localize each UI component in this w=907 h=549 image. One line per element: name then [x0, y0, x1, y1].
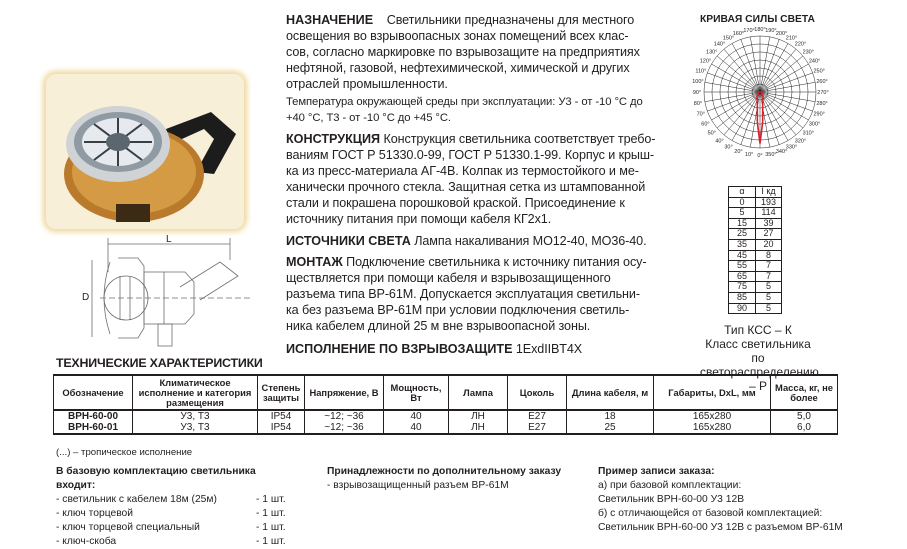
polar-angle-label: 140°	[713, 41, 726, 48]
basic-kit-item	[56, 493, 296, 507]
order-example	[598, 465, 898, 535]
accessories-item: - взрывозащищенный разъем ВР-61М	[327, 480, 509, 491]
mounting-line: Подключение светильника к источнику питания осу-	[346, 255, 647, 269]
polar-angle-label: 150°	[722, 35, 735, 42]
tech-row	[54, 410, 838, 422]
order-line: б) с отличающейся от базовой комплектацией:	[598, 508, 823, 519]
polar-angle-label: 70°	[696, 111, 705, 118]
intensity-value: 5	[756, 292, 782, 303]
tech-cell: ВРН-60-01	[54, 422, 133, 434]
polar-title: КРИВАЯ СИЛЫ СВЕТА	[700, 14, 815, 25]
angle-value: 0	[729, 197, 756, 208]
purpose-head: НАЗНАЧЕНИЕ	[286, 13, 374, 27]
basic-kit-head: В базовую комплектацию светильника входит:	[56, 466, 256, 491]
construction-head: КОНСТРУКЦИЯ	[286, 132, 381, 146]
intensity-row	[729, 218, 782, 229]
intensity-row	[729, 229, 782, 240]
basic-kit-item-qty: - 1 шт.	[256, 536, 286, 547]
polar-angle-label: 130°	[706, 49, 718, 56]
angle-value: 5	[729, 208, 756, 219]
tech-header: Длина кабеля, м	[567, 375, 654, 410]
explosion-block	[286, 341, 666, 357]
intensity-row	[729, 282, 782, 293]
tech-header: Обозначение	[54, 375, 133, 410]
angle-value: 25	[729, 229, 756, 240]
angle-value: 75	[729, 282, 756, 293]
kss-line: Тип КСС – К	[724, 323, 792, 337]
polar-angle-label: 90°	[692, 90, 702, 96]
angle-value: 35	[729, 239, 756, 250]
intensity-value: 27	[756, 229, 782, 240]
basic-kit-item-name: - ключ торцевой специальный	[56, 522, 200, 533]
basic-kit-item-qty: - 1 шт.	[256, 508, 286, 519]
basic-kit-item	[56, 535, 296, 549]
tech-cell: 6,0	[771, 422, 838, 434]
purpose-line: нефтяной, газовой, нефтехимической, химической и других	[286, 61, 630, 75]
intensity-table-header: I кд	[756, 187, 782, 198]
polar-angle-label: 20°	[734, 149, 743, 156]
angle-value: 90	[729, 303, 756, 314]
basic-kit-item-name: - ключ-скоба	[56, 536, 117, 547]
tech-cell: IP54	[258, 410, 305, 422]
polar-angle-label: 230°	[802, 49, 814, 56]
polar-angle-label: 40°	[715, 138, 724, 145]
polar-angle-label: 180°	[754, 27, 766, 33]
intensity-row	[729, 239, 782, 250]
intensity-row	[729, 303, 782, 314]
mounting-line: ка без разъема ВР-61М при условии подключения светиль-	[286, 303, 630, 317]
polar-angle-label: 0°	[757, 153, 763, 159]
tech-header: Лампа	[449, 375, 508, 410]
tech-header: Масса, кг, не более	[771, 375, 838, 410]
intensity-value: 20	[756, 239, 782, 250]
purpose-line: Светильники предназначены для местного	[386, 13, 635, 27]
temperature-line: Температура окружающей среды при эксплуатации: У3 - от -10 °С до	[286, 96, 643, 108]
tech-table	[53, 374, 838, 435]
tech-cell: 165x280	[654, 410, 771, 422]
mounting-head: МОНТАЖ	[286, 255, 343, 269]
tech-row	[54, 422, 838, 434]
basic-kit-item-name: - светильник с кабелем 18м (25м)	[56, 494, 217, 505]
construction-line: ханически прочного стекла. Защитная сетка из штампованной	[286, 180, 646, 194]
basic-kit-item-name: - ключ торцевой	[56, 508, 134, 519]
intensity-value: 7	[756, 271, 782, 282]
label-l: L	[166, 234, 172, 245]
mounting-line: разъема типа ВР-61М. Допускается эксплуатация светильни-	[286, 287, 640, 301]
explosion-head: ИСПОЛНЕНИЕ ПО ВЗРЫВОЗАЩИТЕ	[286, 342, 513, 356]
polar-angle-label: 170°	[743, 27, 755, 34]
tech-cell: IP54	[258, 422, 305, 434]
intensity-value: 8	[756, 250, 782, 261]
tech-cell: 165x280	[654, 422, 771, 434]
tech-cell: ЛН	[449, 410, 508, 422]
tech-cell: ЛН	[449, 422, 508, 434]
intensity-row	[729, 292, 782, 303]
angle-value: 85	[729, 292, 756, 303]
construction-line: стали и покрашена порошковой краской. Присоединение к	[286, 196, 625, 210]
construction-line: ваниям ГОСТ Р 51330.0-99, ГОСТ Р 51330.1-99. Корпус и крыш-	[286, 148, 654, 162]
order-line: Светильник ВРН-60-00 У3 12В с разъемом ВР-61М	[598, 522, 843, 533]
angle-value: 45	[729, 250, 756, 261]
purpose-block	[286, 12, 666, 92]
mounting-block	[286, 254, 666, 334]
polar-angle-label: 60°	[701, 121, 710, 128]
polar-angle-label: 330°	[785, 144, 798, 151]
tech-cell: 40	[384, 422, 449, 434]
tech-cell: 18	[567, 410, 654, 422]
intensity-value: 193	[756, 197, 782, 208]
basic-kit	[56, 465, 296, 549]
order-head: Пример записи заказа:	[598, 466, 715, 477]
polar-angle-label: 290°	[813, 111, 825, 118]
intensity-value: 39	[756, 218, 782, 229]
kss-line: Класс светильника по	[705, 337, 811, 365]
intensity-row	[729, 208, 782, 219]
polar-angle-label: 300°	[808, 121, 821, 128]
accessories	[327, 465, 577, 493]
tech-cell: 5,0	[771, 410, 838, 422]
tech-header: Мощность, Вт	[384, 375, 449, 410]
temperature-block	[286, 94, 666, 126]
explosion-text: 1ExdIIBT4X	[515, 342, 583, 356]
polar-angle-label: 200°	[775, 30, 788, 37]
order-line: Светильник ВРН-60-00 У3 12В	[598, 494, 745, 505]
polar-angle-label: 190°	[765, 27, 777, 34]
polar-angle-label: 260°	[816, 79, 828, 86]
mounting-line: ществляется при помощи кабеля и взрывозащищенного	[286, 271, 611, 285]
tech-cell: ВРН-60-00	[54, 410, 133, 422]
polar-angle-label: 210°	[785, 35, 798, 42]
basic-kit-item	[56, 507, 296, 521]
construction-line: источнику питания при помощи кабеля КГ2х1.	[286, 212, 552, 226]
light-sources-block	[286, 233, 666, 249]
basic-kit-item-qty: - 1 шт.	[256, 522, 286, 533]
polar-angle-label: 80°	[693, 100, 703, 107]
intensity-value: 114	[756, 208, 782, 219]
polar-angle-label: 310°	[802, 130, 814, 137]
intensity-value: 7	[756, 261, 782, 272]
polar-angle-label: 350°	[765, 152, 777, 159]
polar-angle-label: 250°	[813, 68, 825, 75]
label-d: D	[82, 292, 90, 303]
intensity-table	[728, 186, 782, 314]
polar-angle-label: 100°	[692, 79, 704, 86]
polar-angle-label: 280°	[816, 100, 828, 107]
purpose-line: сов, согласно маркировке по взрывозащите на предприятиях	[286, 45, 640, 59]
light-sources-head: ИСТОЧНИКИ СВЕТА	[286, 234, 411, 248]
tech-header: Климатическое исполнение и категория размещения	[133, 375, 258, 410]
intensity-row	[729, 197, 782, 208]
construction-line: Конструкция светильника соответствует требо-	[383, 132, 656, 146]
tech-header: Степень защиты	[258, 375, 305, 410]
polar-angle-label: 160°	[732, 30, 745, 37]
mounting-line: ника кабелем длиной 25 м вне взрывоопасной зоны.	[286, 319, 591, 333]
intensity-value: 5	[756, 303, 782, 314]
angle-value: 55	[729, 261, 756, 272]
polar-angle-label: 220°	[794, 41, 807, 48]
tech-header: Цоколь	[508, 375, 567, 410]
tech-title: ТЕХНИЧЕСКИЕ ХАРАКТЕРИСТИКИ	[56, 356, 263, 370]
construction-line: ка из пресс-материала АГ-4В. Колпак из термостойкого и ме-	[286, 164, 639, 178]
technical-drawing	[80, 232, 270, 352]
polar-angle-label: 10°	[744, 152, 754, 159]
tech-cell: У3, Т3	[133, 410, 258, 422]
intensity-row	[729, 250, 782, 261]
angle-value: 15	[729, 218, 756, 229]
polar-angle-label: 270°	[817, 90, 829, 96]
polar-angle-label: 50°	[707, 130, 716, 137]
intensity-value: 5	[756, 282, 782, 293]
polar-angle-label: 120°	[699, 58, 712, 65]
light-sources-text: Лампа накаливания МО12-40, МО36-40.	[414, 234, 647, 248]
purpose-line: отраслей промышленности.	[286, 77, 448, 91]
tech-cell: ~12; ~36	[305, 410, 384, 422]
tech-cell: Е27	[508, 410, 567, 422]
tech-cell: 25	[567, 422, 654, 434]
tech-cell: ~12; ~36	[305, 422, 384, 434]
tech-cell: Е27	[508, 422, 567, 434]
angle-value: 65	[729, 271, 756, 282]
accessories-head: Принадлежности по дополнительному заказу	[327, 466, 562, 477]
basic-kit-item-qty: - 1 шт.	[256, 494, 286, 505]
tech-cell: 40	[384, 410, 449, 422]
polar-angle-label: 340°	[775, 149, 788, 156]
basic-kit-item	[56, 521, 296, 535]
polar-angle-label: 110°	[695, 68, 707, 75]
polar-angle-label: 320°	[794, 138, 807, 145]
order-line: а) при базовой комплектации:	[598, 480, 742, 491]
intensity-row	[729, 261, 782, 272]
tech-cell: У3, Т3	[133, 422, 258, 434]
polar-angle-label: 240°	[808, 58, 821, 65]
intensity-table-header: α	[729, 187, 756, 198]
purpose-line: освещения во взрывоопасных зонах помещений всех клас-	[286, 29, 629, 43]
intensity-row	[729, 271, 782, 282]
temperature-line: +40 °С, Т3 - от -10 °С до +45 °С.	[286, 112, 451, 124]
tech-header: Габариты, DxL, мм	[654, 375, 771, 410]
polar-angle-label: 30°	[724, 144, 733, 151]
construction-block	[286, 131, 666, 227]
kss-line: светораспределению – Р	[700, 365, 819, 393]
tech-header: Напряжение, В	[305, 375, 384, 410]
product-photo	[46, 74, 244, 229]
tech-note: (...) – тропическое исполнение	[56, 447, 193, 458]
polar-diagram	[685, 24, 835, 174]
